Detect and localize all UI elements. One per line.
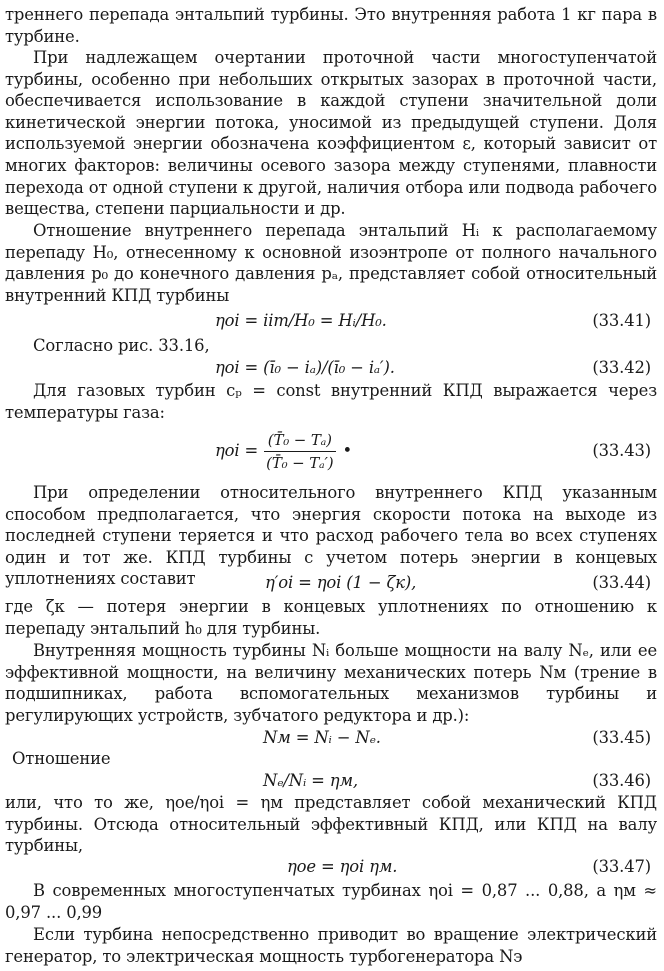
paragraph-internal-power: Внутренняя мощность турбины Nᵢ больше мощности на валу Nₑ, или ее эффективной мощности, на величину механических потерь Nм (трение в подшипниках, работа вспомогательных механизмов турбины и регулирующих устройств, зубчатого редуктора и др.): (5, 641, 657, 725)
paragraph-ratio-label: Отношение (12, 749, 111, 768)
equation-33-46 (5, 770, 657, 792)
paragraph-gas-turbines: Для газовых турбин cₚ = const внутренний КПД выражается через температуры газа: (5, 381, 657, 422)
paragraph-flow-path: При надлежащем очертании проточной части многоступенчатой турбины, особенно при небольших открытых зазорах в проточной части, обеспечивается использование в каждой ступени значительной доли кинетической энергии потока, уносимой из предыдущей ступени. Доля используемой энергии обозначена коэффициентом ε, который зависит от многих факторов: величины осевого зазора между ступенями, плавности перехода от одной ступени к другой, наличия отбора или подвода рабочего вещества, степени парциальности и др. (5, 48, 657, 219)
equation-33-44 (5, 572, 657, 594)
equation-body: ηоi = $\frac{\text{(T̄₀ − Tₐ)}}{\text{(T̄₀ − Tₐ′)}}$ • (215, 431, 353, 472)
equation-body: η′оi = ηоi (1 − ζк), (265, 573, 417, 592)
equation-33-42 (5, 357, 657, 379)
equation-body: Nₑ/Nᵢ = ηм, (263, 771, 358, 790)
equation-number: (33.44) (592, 573, 651, 592)
equation-body: Nм = Nᵢ − Nₑ. (263, 728, 381, 747)
equation-33-41 (5, 310, 657, 332)
equation-33-43 (5, 431, 657, 472)
equation-lhs: ηоi = (215, 441, 259, 460)
paragraph-efficiency-definition: Отношение внутреннего перепада энтальпий Hᵢ к располагаемому перепаду H₀, отнесенному к основной изоэнтропе от полного начального давления p₀ до конечного давления pₐ, представляет собой относительный внутренний КПД турбины (5, 221, 657, 305)
equation-body: ηоi = iiт/H₀ = Hᵢ/H₀. (215, 311, 387, 330)
paragraph-generator: Если турбина непосредственно приводит во вращение электрический генератор, то электрическая мощность турбогенератора Nэ (5, 925, 657, 966)
equation-number: (33.46) (592, 771, 651, 790)
equation-number: (33.43) (592, 441, 651, 460)
equation-number: (33.45) (592, 728, 651, 747)
paragraph-continuation: треннего перепада энтальпий турбины. Это внутренняя работа 1 кг пара в турбине. (5, 5, 657, 46)
equation-body: ηоi = (ī₀ − iₐ)/(ī₀ − iₐ′). (215, 358, 395, 377)
paragraph-where-zeta: где ζк — потеря энергии в концевых уплотнениях по отношению к перепаду энтальпий h₀ для турбины. (5, 597, 657, 638)
paragraph-mechanical-efficiency: или, что то же, ηоe/ηоi = ηм представляет собой механический КПД турбины. Отсюда относительный эффективный КПД, или КПД на валу турбины, (5, 793, 657, 856)
fraction (262, 430, 337, 473)
paragraph-according-fig: Согласно рис. 33.16, (33, 336, 210, 355)
fraction-denominator: (T̄₀ − Tₐ′) (266, 454, 334, 472)
equation-body: ηоe = ηоi ηм. (287, 857, 398, 876)
equation-number: (33.42) (592, 358, 651, 377)
paragraph-modern-turbines: В современных многоступенчатых турбинах ηоi = 0,87 ... 0,88, а ηм ≈ 0,97 ... 0,99 (5, 881, 657, 922)
paragraph-end-seal-losses: При определении относительного внутреннего КПД указанным способом предполагается, что энергия скорости потока на выходе из последней ступени теряется и что расход рабочего тела во всех ступенях один и тот же. КПД турбины с учетом потерь энергии в концевых уплотнениях составит (5, 483, 657, 589)
equation-number: (33.47) (592, 857, 651, 876)
fraction-numerator: (T̄₀ − Tₐ) (264, 430, 336, 452)
equation-33-47 (5, 856, 657, 878)
equation-number: (33.41) (592, 311, 651, 330)
equation-33-45 (5, 727, 657, 749)
